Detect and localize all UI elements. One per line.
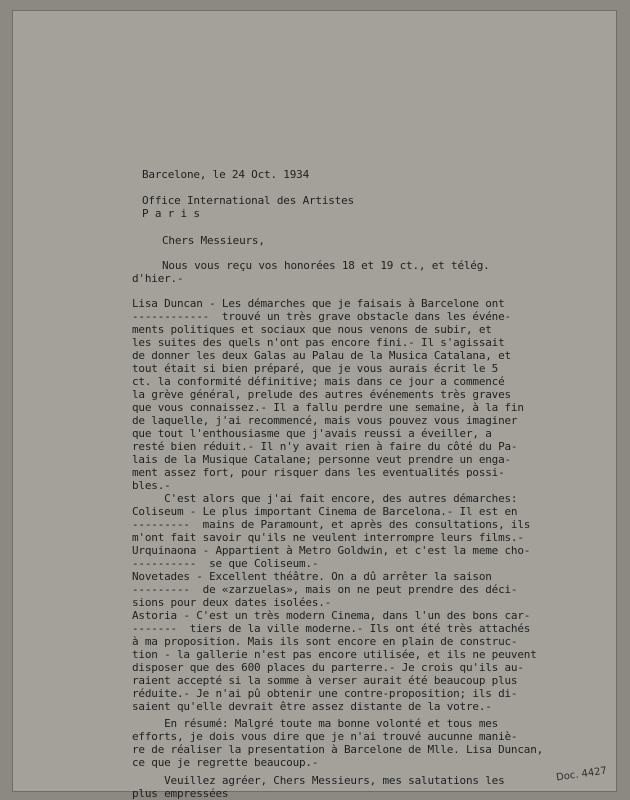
body-line: de donner les deux Galas au Palau de la Musica Catalana, et [132, 349, 511, 362]
body-line: bles.- [132, 479, 171, 492]
body-line: sions pour deux dates isolées.- [132, 596, 332, 609]
resume-line: En résumé: Malgré toute ma bonne volonté et tous mes [132, 717, 499, 730]
body-line: ------------ trouvé un très grave obstacle dans les événe- [132, 310, 511, 323]
body-line: Astoria - C'est un très modern Cinema, dans l'un des bons car- [132, 609, 531, 622]
body-line: m'ont fait savoir qu'ils ne veulent interrompre leurs films.- [132, 531, 524, 544]
resume-line: ce que je regrette beaucoup.- [132, 756, 319, 769]
body-line: raient accepté si la somme à verser aurait été beaucoup plus [132, 674, 518, 687]
date-line: Barcelone, le 24 Oct. 1934 [142, 168, 309, 181]
closing-line: Veuillez agréer, Chers Messieurs, mes salutations les [132, 774, 505, 787]
salutation: Chers Messieurs, [162, 234, 265, 247]
intro-line-1: Nous vous reçu vos honorées 18 et 19 ct., et télég. [162, 259, 490, 272]
document-stamp: Doc. 4427 [555, 765, 608, 784]
body-line: tout était si bien préparé, que je vous aurais écrit le 5 [132, 362, 499, 375]
body-line: saient qu'elle devrait être assez distante de la votre.- [132, 700, 492, 713]
body-line: Urquinaona - Appartient à Metro Goldwin, et c'est la meme cho- [132, 544, 531, 557]
closing-line: plus empressées [132, 787, 229, 800]
body-line: tion - la gallerie n'est pas encore utilisée, et ils ne peuvent [132, 648, 537, 661]
body-line: Novetades - Excellent théâtre. On a dû arrêter la saison [132, 570, 492, 583]
body-line: ments politiques et sociaux que nous venons de subir, et [132, 323, 492, 336]
body-line: lais de la Musique Catalane; personne veut prendre un enga- [132, 453, 511, 466]
letter-sheet [12, 10, 617, 800]
body-line: la grève général, prelude des autres événements très graves [132, 388, 511, 401]
body-line: ct. la conformité définitive; mais dans ce jour a commencé [132, 375, 505, 388]
body-line: les suites des quels n'ont pas encore fini.- Il s'agissait [132, 336, 505, 349]
body-line: --------- mains de Paramount, et après des consultations, ils [132, 518, 531, 531]
resume-line: re de réaliser la presentation à Barcelone de Mlle. Lisa Duncan, [132, 743, 544, 756]
resume-line: efforts, je dois vous dire que je n'ai trouvé aucunne maniè- [132, 730, 518, 743]
body-line: Coliseum - Le plus important Cinema de Barcelona.- Il est en [132, 505, 518, 518]
body-line: ment assez fort, pour risquer dans les eventualités possi- [132, 466, 505, 479]
body-line: Lisa Duncan - Les démarches que je faisais à Barcelone ont [132, 297, 505, 310]
body-line: que vous connaissez.- Il a fallu perdre une semaine, à la fin [132, 401, 524, 414]
intro-line-2: d'hier.- [132, 272, 184, 285]
body-line: C'est alors que j'ai fait encore, des autres démarches: [132, 492, 518, 505]
body-line: --------- de «zarzuelas», mais on ne peut prendre des déci- [132, 583, 518, 596]
body-line: disposer que des 600 places du parterre.- Je crois qu'ils au- [132, 661, 524, 674]
body-line: réduite.- Je n'ai pû obtenir une contre-proposition; ils di- [132, 687, 518, 700]
body-line: resté bien réduit.- Il n'y avait rien à faire du côté du Pa- [132, 440, 518, 453]
body-line: de laquelle, j'ai recommencé, mais vous pouvez vous imaginer [132, 414, 518, 427]
body-line: que tout l'enthousiasme que j'avais reussi a éveiller, a [132, 427, 492, 440]
body-line: à ma proposition. Mais ils sont encore en plain de construc- [132, 635, 518, 648]
recipient-line-1: Office International des Artistes [142, 194, 354, 207]
body-line: ------- tiers de la ville moderne.- Ils ont été très attachés [132, 622, 531, 635]
body-line: ---------- se que Coliseum.- [132, 557, 319, 570]
recipient-line-2: P a r i s [142, 207, 200, 220]
